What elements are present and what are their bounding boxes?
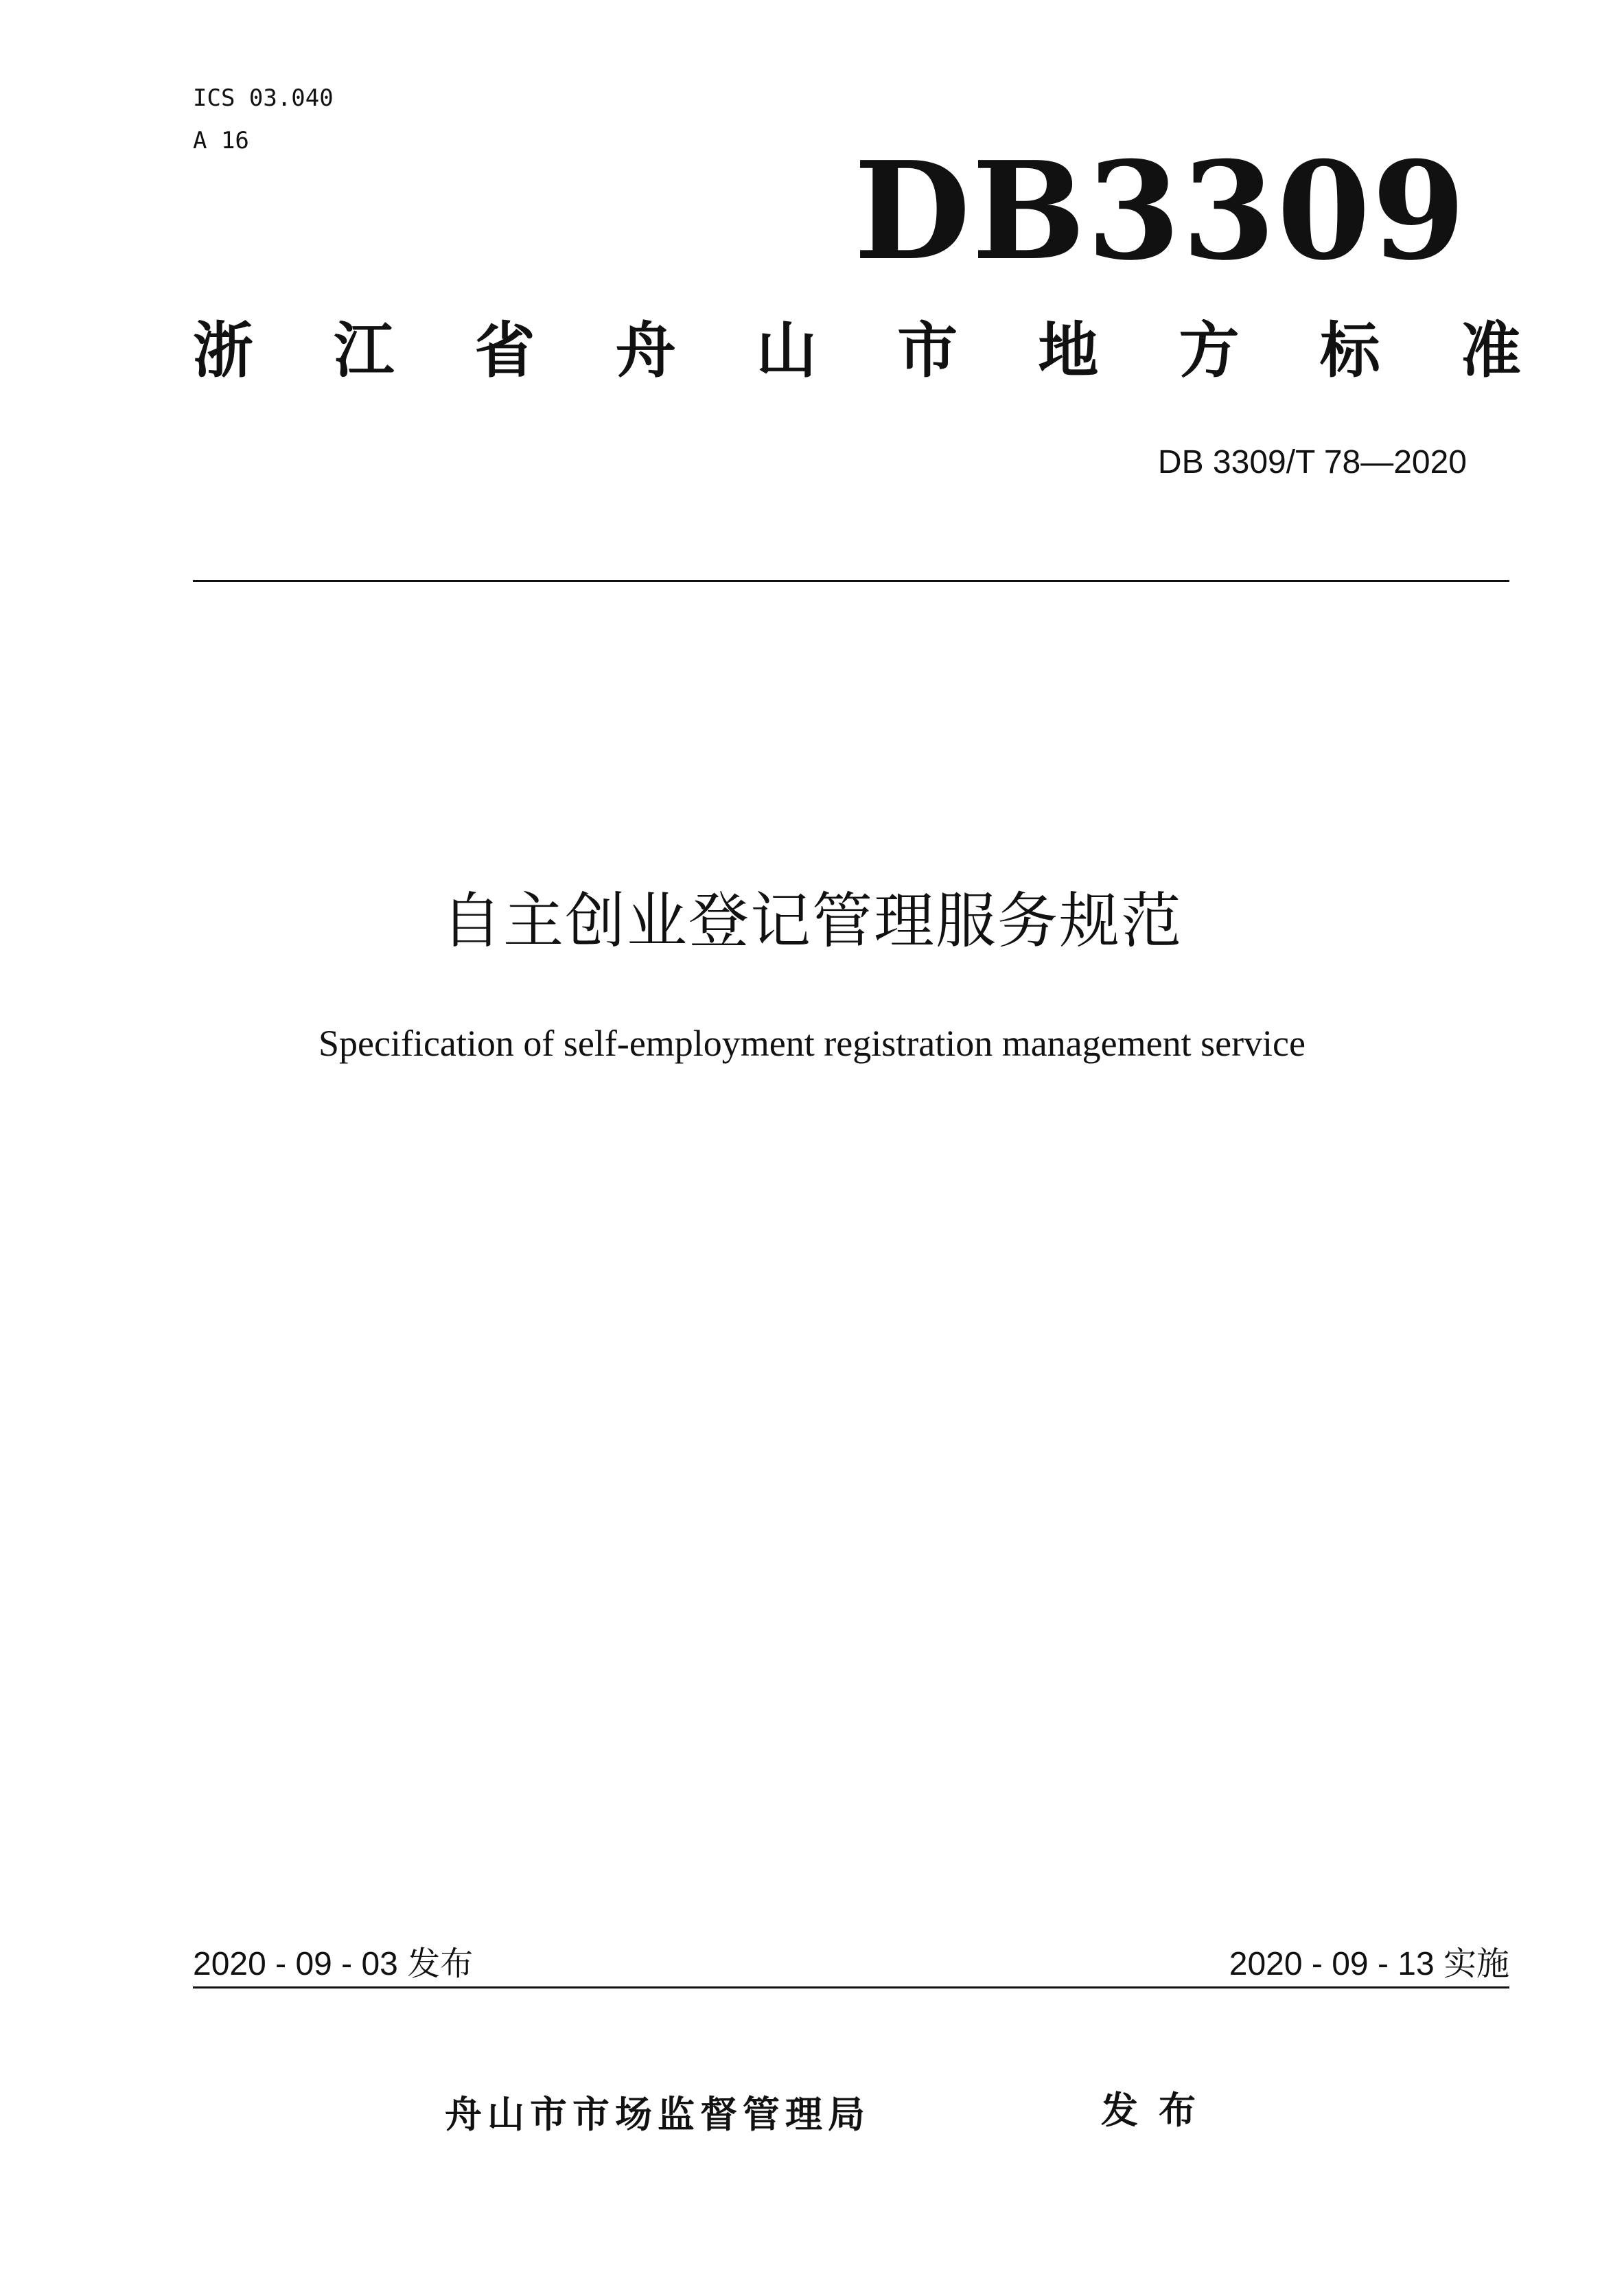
document-title-chinese: 自主创业登记管理服务规范 (441, 885, 1183, 956)
standard-type-char: 标 (1319, 315, 1380, 386)
document-title-english: Specification of self-employment registration management service (318, 1023, 1306, 1064)
issuing-authority: 舟山市市场监督管理局 (445, 2093, 870, 2136)
standard-type-char: 方 (1179, 315, 1240, 386)
standard-type-char: 浙 (193, 315, 254, 386)
standard-type-char: 地 (1038, 315, 1099, 386)
standard-type-char: 准 (1460, 315, 1521, 386)
standard-code: DB3309 (853, 132, 1467, 290)
standard-type-char: 江 (334, 315, 395, 386)
standard-type-char: 市 (897, 315, 958, 386)
ics-code: ICS 03.040 (193, 84, 334, 112)
issuing-authority-suffix: 发布 (1101, 2089, 1216, 2132)
issue-date: 2020 - 09 - 03 发布 (193, 1946, 474, 1982)
header-divider (193, 580, 1509, 582)
standard-type-char: 山 (756, 315, 817, 386)
standard-type-heading (193, 315, 1521, 386)
classification-code: A 16 (193, 127, 249, 154)
footer-divider (193, 1986, 1509, 1988)
standard-type-char: 舟 (615, 315, 676, 386)
standard-type-char: 省 (474, 315, 535, 386)
standard-number: DB 3309/T 78—2020 (1157, 444, 1467, 480)
implementation-date: 2020 - 09 - 13 实施 (1229, 1946, 1509, 1982)
